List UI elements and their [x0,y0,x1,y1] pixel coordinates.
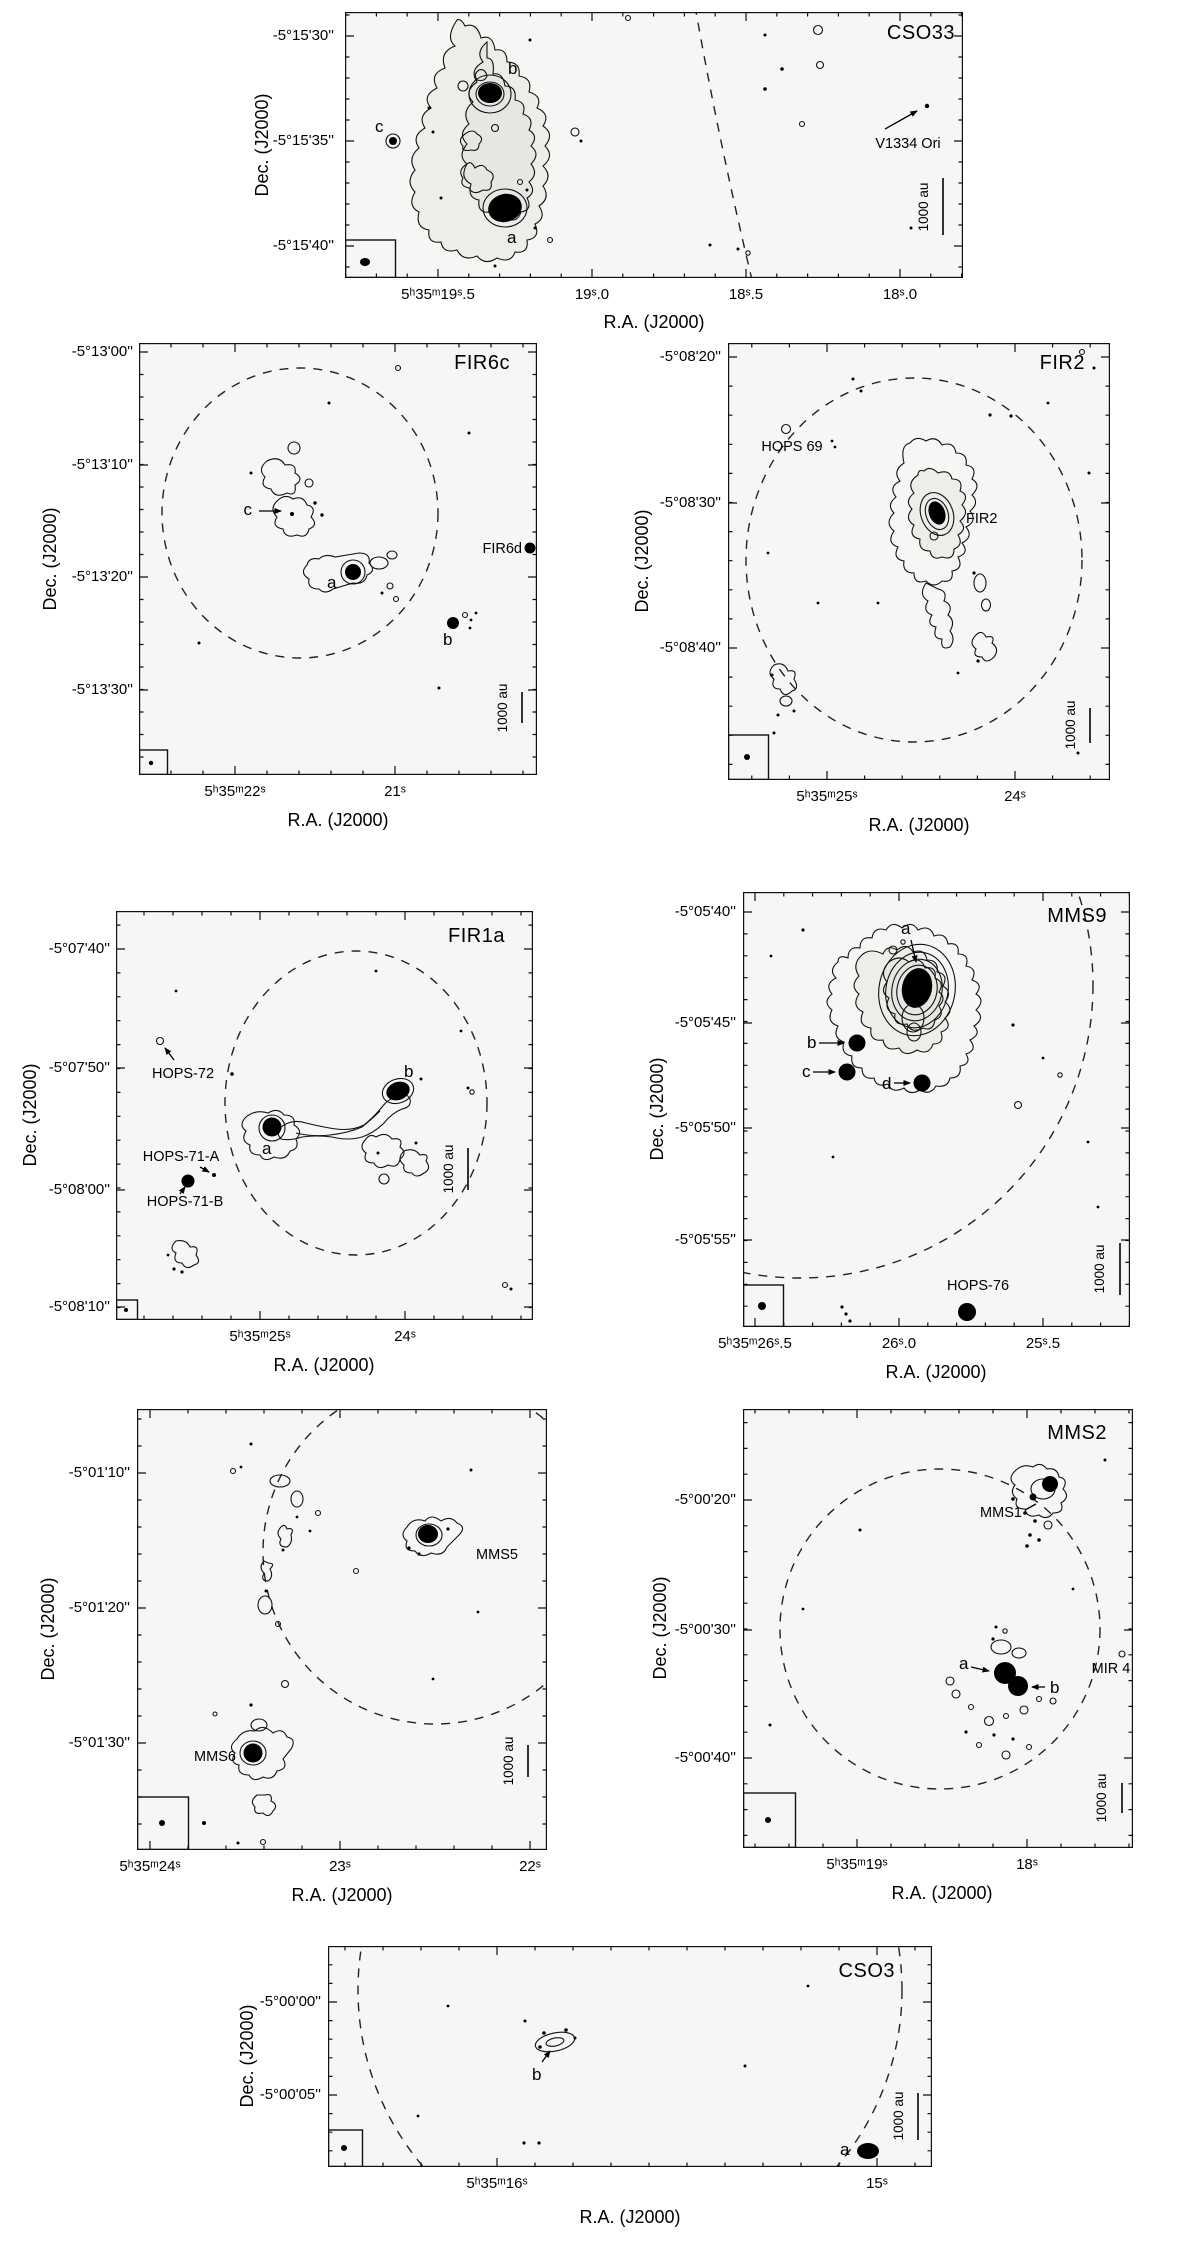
label-hops72: HOPS-72 [151,1066,215,1082]
source-mms5-core [418,1525,438,1543]
label-b: b [404,1062,414,1081]
xtick: 5ʰ35ᵐ25ˢ [229,1328,291,1345]
scalebar-label: 1000 au [441,1144,456,1194]
source-hops71b [182,1175,195,1188]
source-mms6-core [244,1744,263,1763]
beam-ellipse [765,1817,771,1823]
scalebar-label: 1000 au [1063,700,1078,750]
xtick: 24ˢ [1004,788,1026,805]
label-a: a [262,1139,272,1158]
xtick: 5ʰ35ᵐ24ˢ [119,1858,181,1875]
ytick: -5°01'10'' [68,1464,130,1481]
ytick: -5°00'20'' [674,1491,736,1508]
y-axis-label: Dec. (J2000) [40,507,60,611]
label-hops76: HOPS-76 [946,1278,1010,1294]
ytick: -5°00'40'' [674,1749,736,1766]
hops72-arrow [165,1048,174,1060]
label-a: a [901,919,911,938]
ytick: -5°13'00'' [71,343,133,360]
hops71a-arrow [200,1167,209,1172]
ytick: -5°15'35'' [272,132,334,149]
panel-title: FIR6c [454,352,510,374]
xtick: 18ˢ [1016,1856,1038,1873]
y-axis-label: Dec. (J2000) [632,509,652,613]
ytick: -5°00'30'' [674,1621,736,1638]
label-mir4: MIR 4 [1091,1661,1131,1677]
y-axis-label: Dec. (J2000) [650,1576,670,1680]
ytick: -5°08'10'' [48,1298,110,1315]
label-hops71b: HOPS-71-B [146,1194,224,1210]
ytick: -5°08'00'' [48,1181,110,1198]
beam-ellipse [124,1308,128,1312]
axis-ticks [743,892,1130,1327]
y-axis-label: Dec. (J2000) [252,93,272,197]
axis-ticks [139,343,537,775]
label-b: b [1050,1678,1060,1697]
xtick: 15ˢ [866,2175,888,2192]
ytick: -5°05'50'' [674,1119,736,1136]
beam-ellipse [758,1302,766,1310]
mms5-mms6-map [137,1409,547,1850]
source-fir6d [525,543,536,554]
fir2-map [728,343,1110,780]
xtick: 18ˢ.0 [882,286,918,303]
label-b: b [807,1033,817,1052]
label-c: c [375,117,384,136]
label-hops69: HOPS 69 [761,439,823,455]
beam-box [140,750,168,775]
source-b-core [384,1078,413,1103]
beam-ellipse [360,258,370,266]
fir1a-map [116,911,533,1320]
x-axis-label: R.A. (J2000) [579,2207,681,2227]
fov-circle [780,1469,1100,1789]
panel-title: MMS9 [1047,905,1107,927]
label-c: c [243,500,252,519]
x-axis-label: R.A. (J2000) [891,1883,993,1903]
xtick: 23ˢ [329,1858,351,1875]
y-axis-label: Dec. (J2000) [20,1063,40,1167]
source-mir4 [1119,1651,1125,1657]
ytick: -5°08'40'' [659,639,721,656]
label-mms5: MMS5 [476,1547,518,1563]
ytick: -5°13'10'' [71,456,133,473]
v1334-source [925,104,929,108]
y-axis-label: Dec. (J2000) [237,2004,257,2108]
x-axis-label: R.A. (J2000) [868,815,970,835]
xtick: 22ˢ [519,1858,541,1875]
label-c: c [802,1062,811,1081]
ytick: -5°00'05'' [259,2086,321,2103]
source-mms1-core [1042,1476,1058,1492]
ytick: -5°00'00'' [259,1993,321,2010]
x-axis-label: R.A. (J2000) [273,1355,375,1375]
label-v1334-ori: V1334 Ori [875,136,941,152]
source-a-core [345,564,361,580]
xtick: 19ˢ.0 [574,286,610,303]
b-arrow [542,2051,550,2062]
axis-ticks [728,343,1110,780]
label-b: b [508,59,518,78]
xtick: 5ʰ35ᵐ19ˢ [826,1856,888,1873]
ytick: -5°15'30'' [272,27,334,44]
y-axis-label: Dec. (J2000) [647,1057,667,1161]
panel-title: FIR2 [1039,352,1085,374]
source-b-core [1008,1676,1028,1696]
label-d: d [882,1074,892,1093]
xtick: 24ˢ [394,1328,416,1345]
scalebar-label: 1000 au [916,182,931,232]
fir6c-map [139,343,537,775]
panel-title: MMS2 [1047,1422,1107,1444]
beam-ellipse [744,754,750,760]
source-b-core [478,83,502,103]
label-mms6: MMS6 [194,1749,236,1765]
source-a-core [263,1118,282,1137]
label-hops71a: HOPS-71-A [142,1149,220,1165]
axis-ticks [137,1409,547,1850]
fov-circle [695,12,753,278]
mms1-line [1025,1504,1036,1510]
beam-ellipse [149,761,153,765]
x-axis-label: R.A. (J2000) [885,1362,987,1382]
panel-title: CSO3 [838,1960,895,1982]
scalebar-label: 1000 au [1092,1244,1107,1294]
xtick: 5ʰ35ᵐ19ˢ.5 [401,286,475,303]
x-axis-label: R.A. (J2000) [287,810,389,830]
xtick: 18ˢ.5 [728,286,764,303]
source-c [839,1064,856,1081]
ytick: -5°08'30'' [659,494,721,511]
label-a: a [507,228,517,247]
ytick: -5°13'30'' [71,681,133,698]
label-a: a [959,1654,969,1673]
ytick: -5°15'40'' [272,237,334,254]
source-b-core [447,617,459,629]
fov-circle [225,951,487,1255]
label-fir6d: FIR6d [482,541,522,557]
axis-ticks [116,911,533,1320]
mms2-map [743,1409,1133,1848]
x-axis-label: R.A. (J2000) [291,1885,393,1905]
ytick: -5°05'45'' [674,1014,736,1031]
hops71b-arrow [180,1187,185,1194]
label-fir2-inner: FIR2 [966,511,998,527]
ytick: -5°05'40'' [674,903,736,920]
v1334-arrow [885,111,917,129]
source-hops76 [958,1303,976,1321]
ytick: -5°05'55'' [674,1231,736,1248]
ytick: -5°07'50'' [48,1059,110,1076]
beam-ellipse [341,2145,347,2151]
source-d [914,1075,931,1092]
xtick: 5ʰ35ᵐ26ˢ.5 [718,1335,792,1352]
xtick: 5ʰ35ᵐ16ˢ [466,2175,528,2192]
xtick: 5ʰ35ᵐ22ˢ [204,783,266,800]
xtick: 21ˢ [384,783,406,800]
scalebar-label: 1000 au [891,2091,906,2141]
label-a: a [327,573,337,592]
panel-title: FIR1a [448,925,505,947]
label-mms1: MMS1 [980,1505,1022,1521]
xtick: 26ˢ.0 [881,1335,917,1352]
source-b [849,1035,866,1052]
cso33-map [345,12,963,278]
xtick: 5ʰ35ᵐ25ˢ [796,788,858,805]
scalebar-label: 1000 au [1094,1773,1109,1823]
fov-circle [263,1409,547,1724]
fov-circle [162,368,438,658]
x-axis-label: R.A. (J2000) [603,312,705,332]
source-c-core [389,137,397,145]
label-a: a [840,2140,850,2159]
scalebar-label: 1000 au [501,1736,516,1786]
beam-ellipse [159,1820,165,1826]
source-a-core [857,2143,879,2159]
label-b: b [443,630,453,649]
ytick: -5°13'20'' [71,568,133,585]
a-arrow [971,1667,989,1671]
ytick: -5°01'20'' [68,1599,130,1616]
ytick: -5°01'30'' [68,1734,130,1751]
panel-title: CSO33 [886,22,955,44]
ytick: -5°07'40'' [48,940,110,957]
scalebar-label: 1000 au [495,683,510,733]
xtick: 25ˢ.5 [1025,1335,1061,1352]
axis-ticks [743,1409,1133,1848]
ytick: -5°08'20'' [659,348,721,365]
y-axis-label: Dec. (J2000) [38,1577,58,1681]
mms9-map [743,892,1130,1327]
label-b: b [532,2065,542,2084]
